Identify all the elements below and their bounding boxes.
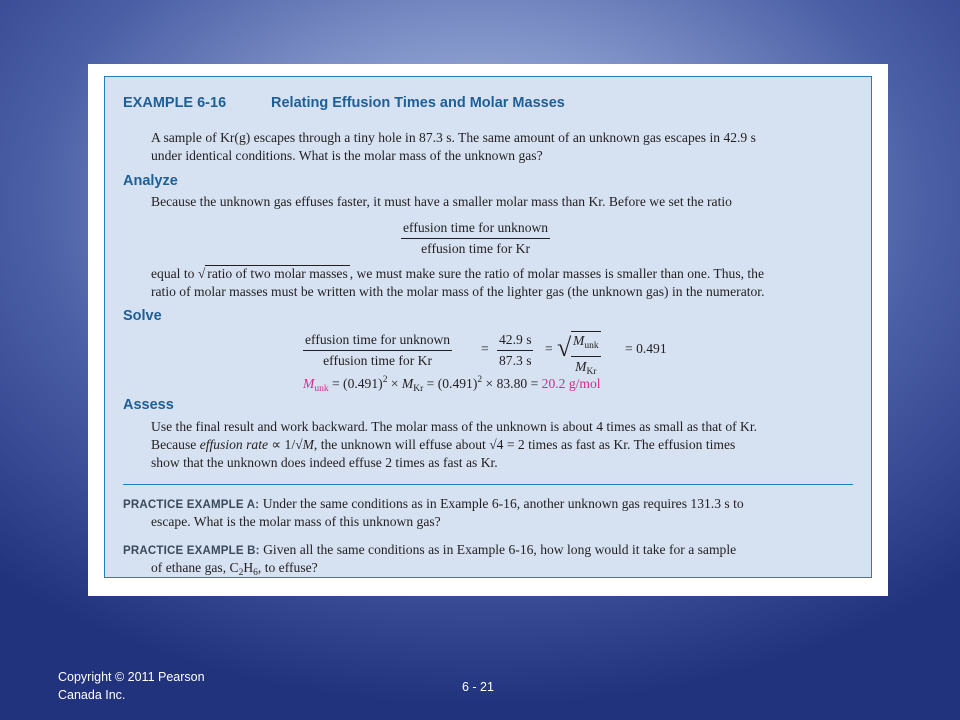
practice-b-sub-1: 2	[238, 568, 244, 578]
sqrt-symbol: √	[197, 266, 206, 281]
practice-b-h: H	[243, 560, 254, 575]
eq2-part3: × 83.80 =	[482, 376, 542, 391]
practice-a-text-1: Under the same conditions as in Example 6-16, another unknown gas requires 131.3 s to	[262, 496, 744, 511]
practice-b-pre: of ethane gas, C	[151, 560, 239, 575]
problem-line-2: under identical conditions. What is the molar mass of the unknown gas?	[151, 148, 543, 163]
equals-sign-1: =	[481, 341, 489, 356]
solve-time-num: 42.9 s	[497, 331, 533, 351]
eq2-part1: = (0.491)	[328, 376, 383, 391]
analyze-line-2-post: , we must make sure the ratio of molar masses is smaller than one. Thus, the	[349, 266, 765, 281]
copyright-line-2: Canada Inc.	[58, 688, 126, 702]
practice-b-line-2	[151, 559, 318, 582]
ratio-numerator: effusion time for unknown	[401, 219, 550, 239]
analyze-ratio-fraction	[401, 219, 550, 258]
solve-time-den: 87.3 s	[499, 353, 532, 368]
solve-seconds-fraction	[497, 331, 533, 370]
assess-line-2-pre: Because	[151, 437, 200, 452]
eq2-unk-sub: unk	[314, 384, 329, 394]
ratio-denominator: effusion time for Kr	[421, 241, 530, 256]
assess-line-2-post: = 2 times as fast as Kr. The effusion times	[503, 437, 736, 452]
analyze-heading: Analyze	[123, 173, 178, 189]
analyze-line-2-pre: equal to	[151, 266, 195, 281]
assess-four: 4	[496, 437, 504, 452]
solve-heading: Solve	[123, 308, 162, 324]
solve-result: = 0.491	[625, 341, 667, 356]
eq2-M: M	[303, 376, 315, 391]
practice-a-label: PRACTICE EXAMPLE A:	[123, 499, 260, 511]
assess-line-1: Use the final result and work backward. The molar mass of the unknown is about 4 times as small as that of Kr.	[151, 419, 758, 434]
practice-b-text-1: Given all the same conditions as in Example 6-16, how long would it take for a sample	[263, 542, 737, 557]
solve-unk-sub: unk	[584, 341, 599, 351]
analyze-line-2	[151, 265, 764, 283]
practice-a-line-2: escape. What is the molar mass of this unknown gas?	[151, 514, 441, 529]
munk-label	[303, 376, 329, 394]
solve-time-fraction	[303, 331, 452, 370]
section-divider	[123, 484, 853, 485]
assess-proportional: ∝ 1/√	[268, 437, 303, 452]
final-answer: 20.2 g/mol	[541, 376, 601, 391]
effusion-rate-italic: effusion rate	[199, 437, 269, 452]
sqrt-symbol-solve: √	[557, 333, 572, 362]
assess-M: M	[302, 437, 314, 452]
eq2-kr-sub: Kr	[413, 384, 424, 394]
solve-kr-sub: Kr	[586, 367, 597, 377]
example-title: Relating Effusion Times and Molar Masses	[271, 95, 565, 111]
copyright-line-1: Copyright © 2011 Pearson	[58, 670, 205, 684]
assess-line-2	[151, 436, 735, 454]
copyright-notice	[58, 668, 205, 704]
eq2-exp-1: 2	[382, 375, 388, 385]
solve-M-1: M	[573, 333, 585, 348]
problem-line-1: A sample of Kr(g) escapes through a tiny hole in 87.3 s. The same amount of an unknown gas escapes in 42.9 s	[151, 130, 756, 145]
practice-b-post: , to effuse?	[257, 560, 318, 575]
eq2-part2: = (0.491)	[423, 376, 478, 391]
analyze-line-3: ratio of molar masses must be written with the molar mass of the lighter gas (the unknown gas) in the numerator.	[151, 284, 765, 299]
assess-line-3: show that the unknown does indeed effuse 2 times as fast as Kr.	[151, 455, 498, 470]
eq2-times: ×	[387, 376, 402, 391]
solve-frac-denominator: effusion time for Kr	[323, 353, 432, 368]
assess-heading: Assess	[123, 397, 174, 413]
ratio-of-molar-masses: ratio of two molar masses	[207, 266, 348, 281]
solve-frac-numerator: effusion time for unknown	[303, 331, 452, 351]
eq2-exp-2: 2	[477, 375, 483, 385]
practice-b-line-1	[123, 541, 736, 560]
solve-munk	[571, 332, 601, 357]
equals-sign-2: =	[545, 341, 553, 356]
practice-b-sub-2: 6	[253, 568, 258, 578]
practice-b-label: PRACTICE EXAMPLE B:	[123, 545, 260, 557]
assess-line-2-mid: , the unknown will effuse about √	[313, 437, 497, 452]
solve-equation-2	[303, 371, 601, 398]
example-image	[88, 64, 888, 596]
example-box	[104, 76, 872, 578]
practice-a-line-1	[123, 495, 744, 514]
example-number: EXAMPLE 6-16	[123, 95, 227, 111]
analyze-line-1: Because the unknown gas effuses faster, it must have a smaller molar mass than Kr. Before we set the ratio	[151, 194, 732, 209]
solve-M-2: M	[575, 359, 587, 374]
page-number: 6 - 21	[462, 680, 494, 694]
eq2-M2: M	[401, 376, 414, 391]
